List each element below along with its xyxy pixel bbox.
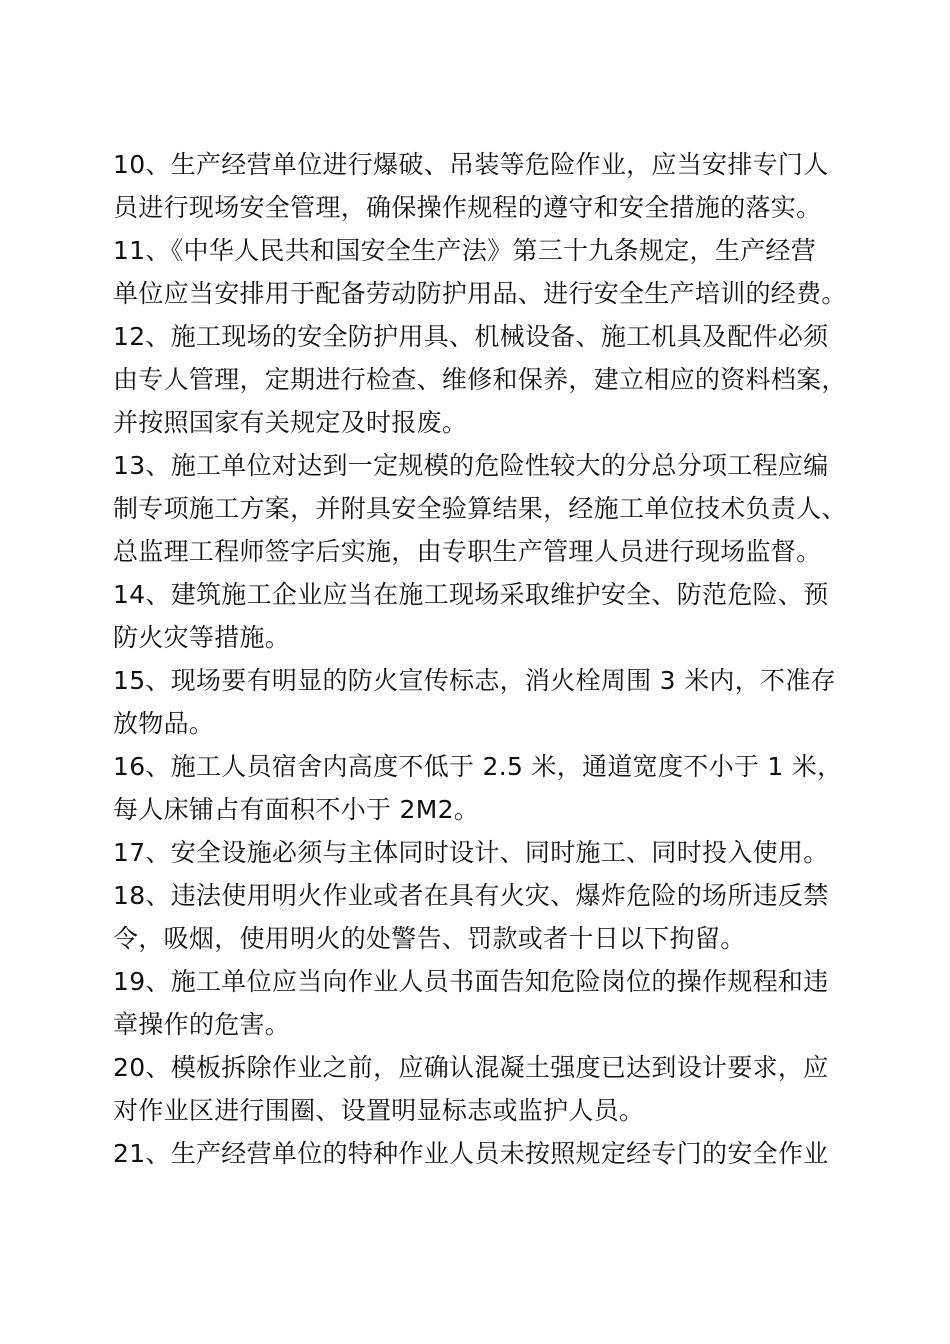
- text-line-5: 12、施工现场的安全防护用具、机械设备、施工机具及配件必须: [113, 322, 829, 351]
- text-line-20: 19、施工单位应当向作业人员书面告知危险岗位的操作规程和违: [113, 967, 829, 996]
- text-line-2: 员进行现场安全管理，确保操作规程的遵守和安全措施的落实。: [113, 193, 822, 222]
- text-line-10: 总监理工程师签字后实施，由专职生产管理人员进行现场监督。: [113, 537, 822, 566]
- text-line-15: 16、施工人员宿舍内高度不低于 2.5 米，通道宽度不小于 1 米，: [113, 752, 843, 781]
- text-line-14: 放物品。: [113, 709, 215, 738]
- text-line-11: 14、建筑施工企业应当在施工现场采取维护安全、防范危险、预: [113, 580, 829, 609]
- text-line-22: 20、模板拆除作业之前，应确认混凝土强度已达到设计要求，应: [113, 1053, 829, 1082]
- text-line-9: 制专项施工方案，并附具安全验算结果，经施工单位技术负责人、: [113, 494, 847, 523]
- text-line-7: 并按照国家有关规定及时报废。: [113, 408, 468, 437]
- text-line-3: 11、《中华人民共和国安全生产法》第三十九条规定，生产经营: [113, 236, 817, 265]
- text-line-23: 对作业区进行围圈、设置明显标志或监护人员。: [113, 1096, 645, 1125]
- text-line-6: 由专人管理，定期进行检查、维修和保养，建立相应的资料档案，: [113, 365, 847, 394]
- text-line-1: 10、生产经营单位进行爆破、吊装等危险作业，应当安排专门人: [113, 150, 829, 179]
- text-line-4: 单位应当安排用于配备劳动防护用品、进行安全生产培训的经费。: [113, 279, 847, 308]
- text-line-18: 18、违法使用明火作业或者在具有火灾、爆炸危险的场所违反禁: [113, 881, 829, 910]
- text-line-8: 13、施工单位对达到一定规模的危险性较大的分总分项工程应编: [113, 451, 829, 480]
- text-line-12: 防火灾等措施。: [113, 623, 291, 652]
- document-body: [113, 143, 853, 1175]
- text-line-24: 21、生产经营单位的特种作业人员未按照规定经专门的安全作业: [113, 1139, 829, 1168]
- text-line-13: 15、现场要有明显的防火宣传标志，消火栓周围 3 米内，不准存: [113, 666, 836, 695]
- text-line-16: 每人床铺占有面积不小于 2M2。: [113, 795, 480, 824]
- text-line-21: 章操作的危害。: [113, 1010, 291, 1039]
- text-line-19: 令，吸烟，使用明火的处警告、罚款或者十日以下拘留。: [113, 924, 746, 953]
- text-line-17: 17、安全设施必须与主体同时设计、同时施工、同时投入使用。: [113, 838, 829, 867]
